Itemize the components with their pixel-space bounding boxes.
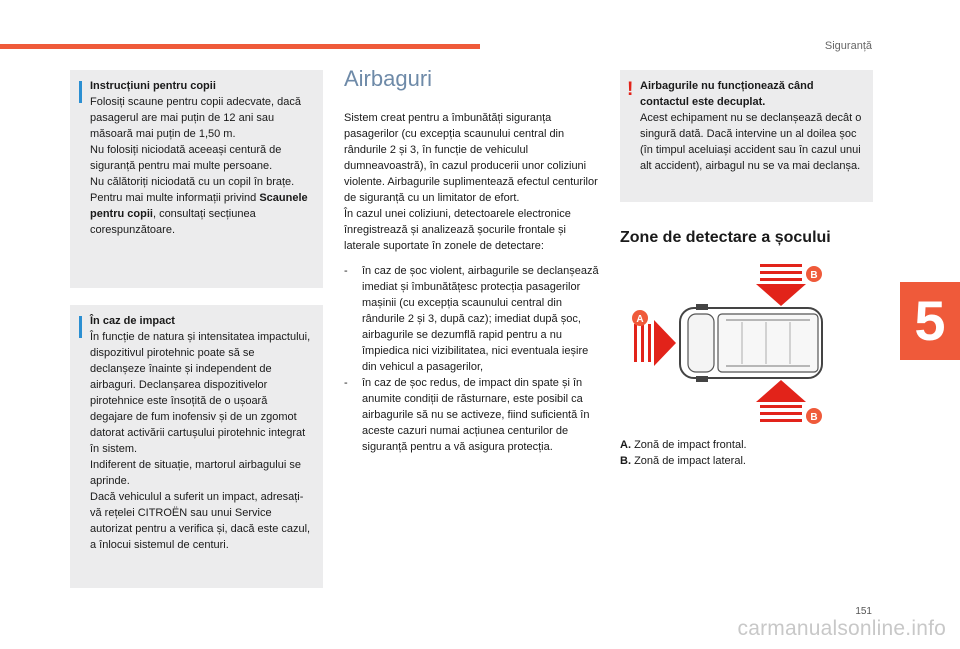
airbags-body bbox=[344, 110, 604, 455]
child-instructions-line: Nu folosiți niciodată aceeași centură de siguranță pentru mai multe persoane. bbox=[90, 144, 282, 172]
info-icon bbox=[79, 81, 82, 103]
impact-paragraph: Dacă vehiculul a suferit un impact, adresați-vă rețelei CITROËN sau unui Service autorizat pentru a verifica și, dacă este cazul, a înlocui sistemul de centuri. bbox=[90, 491, 311, 551]
legend-text: Zonă de impact frontal. bbox=[634, 439, 747, 451]
bullet-dash: - bbox=[344, 377, 348, 389]
warning-box bbox=[620, 70, 873, 202]
zone-marker-b-top bbox=[806, 266, 822, 282]
lateral-impact-arrow-top bbox=[756, 264, 806, 306]
impact-paragraph: În funcție de natura și intensitatea impactului, dispozitivul pirotehnic poate să se declanșeze înainte și independent de airbaguri. Declanșarea dispozitivelor pirotehnice este însoțită de o ușoară degajare de fum inofensiv și de un zgomot datorat activării cartușului pirotehnic integrat în sistem. bbox=[90, 331, 311, 455]
chapter-tab: 5 bbox=[900, 282, 960, 360]
zone-label-b: B bbox=[810, 270, 818, 281]
zone-marker-a bbox=[632, 310, 648, 326]
airbags-para-2: În cazul unei coliziuni, detectoarele electronice înregistrează și analizează șocurile frontale și laterale suportate în zonele de detectare: bbox=[344, 208, 571, 252]
legend-item-b bbox=[620, 453, 747, 469]
child-instructions-line: Nu călătoriți niciodată cu un copil în brațe. bbox=[90, 176, 295, 188]
section-title: Siguranță bbox=[824, 40, 872, 52]
zone-label-b: B bbox=[810, 412, 818, 423]
airbags-para-1: Sistem creat pentru a îmbunătăți siguranța pasagerilor (cu excepția scaunului central din rândurile 2 și 3, în funcție de vehiculul dumneavoastră), în cazul producerii unor coliziuni violente. Airbagurile suplimentează efectul centurilor de siguranță cu un limitator de efort. bbox=[344, 112, 598, 204]
child-instructions-reference bbox=[90, 190, 313, 238]
child-instructions-box bbox=[70, 70, 323, 288]
child-instructions-title: Instrucțiuni pentru copii bbox=[90, 80, 216, 92]
legend-key: B. bbox=[620, 455, 631, 467]
airbags-bullet bbox=[344, 263, 604, 375]
reference-suffix: , consultați secțiunea corespunzătoare. bbox=[90, 208, 256, 236]
vehicle-top-view bbox=[680, 304, 822, 382]
legend-key: A. bbox=[620, 439, 631, 451]
legend-text: Zonă de impact lateral. bbox=[634, 455, 746, 467]
warning-title: Airbagurile nu funcționează când contactul este decuplat. bbox=[640, 80, 814, 108]
zone-marker-b-bottom bbox=[806, 408, 822, 424]
frontal-impact-arrow bbox=[634, 320, 676, 366]
warning-text: Acest echipament nu se declanșează decât o singură dată. Dacă intervine un al doilea șoc (în timpul aceluiași accident sau în cazul unui alt accident), airbagul nu se va mai declanșa. bbox=[640, 112, 862, 172]
page-number: 151 bbox=[855, 606, 872, 617]
watermark: carmanualsonline.info bbox=[737, 617, 946, 640]
zone-label-a: A bbox=[636, 314, 644, 325]
zones-legend bbox=[620, 437, 747, 469]
bullet-text: în caz de șoc violent, airbagurile se declanșează imediat și îmbunătățesc protecția pasagerilor mașinii (cu excepția scaunului central din rândurile 2 și 3, după caz); imediat după șoc, airbagurile se dezumflă rapid pentru a nu împiedica nici vizibilitatea, nici eventuala ieșire din vehicul a pasagerilor, bbox=[362, 265, 599, 373]
reference-prefix: Pentru mai multe informații privind bbox=[90, 192, 260, 204]
airbags-bullet bbox=[344, 375, 604, 455]
child-instructions-line: Folosiți scaune pentru copii adecvate, dacă pasagerul are mai puțin de 12 ani sau măsoară mai puțin de 1,50 m. bbox=[90, 96, 301, 140]
impact-title: În caz de impact bbox=[90, 315, 175, 327]
impact-paragraph: Indiferent de situație, martorul airbagului se aprinde. bbox=[90, 459, 301, 487]
detection-zones-diagram bbox=[630, 258, 830, 430]
bullet-text: în caz de șoc redus, de impact din spate și în anumite condiții de răsturnare, este posibil ca airbagurile să nu se activeze, fiind suficientă în aceste cazuri numai acțiunea centurilor de siguranță pentru a vă asigura protecția. bbox=[362, 377, 590, 453]
top-accent-bar bbox=[0, 44, 480, 49]
reference-link-text: Scaunele pentru copii bbox=[90, 192, 308, 220]
airbags-paragraph bbox=[344, 110, 604, 254]
warning-icon: ! bbox=[627, 79, 634, 100]
bullet-dash: - bbox=[344, 265, 348, 277]
airbags-heading: Airbaguri bbox=[344, 66, 433, 91]
lateral-impact-arrow-bottom bbox=[756, 380, 806, 422]
legend-item-a bbox=[620, 437, 747, 453]
impact-box bbox=[70, 305, 323, 588]
info-icon bbox=[79, 316, 82, 338]
detection-zones-heading: Zone de detectare a șocului bbox=[620, 229, 831, 246]
